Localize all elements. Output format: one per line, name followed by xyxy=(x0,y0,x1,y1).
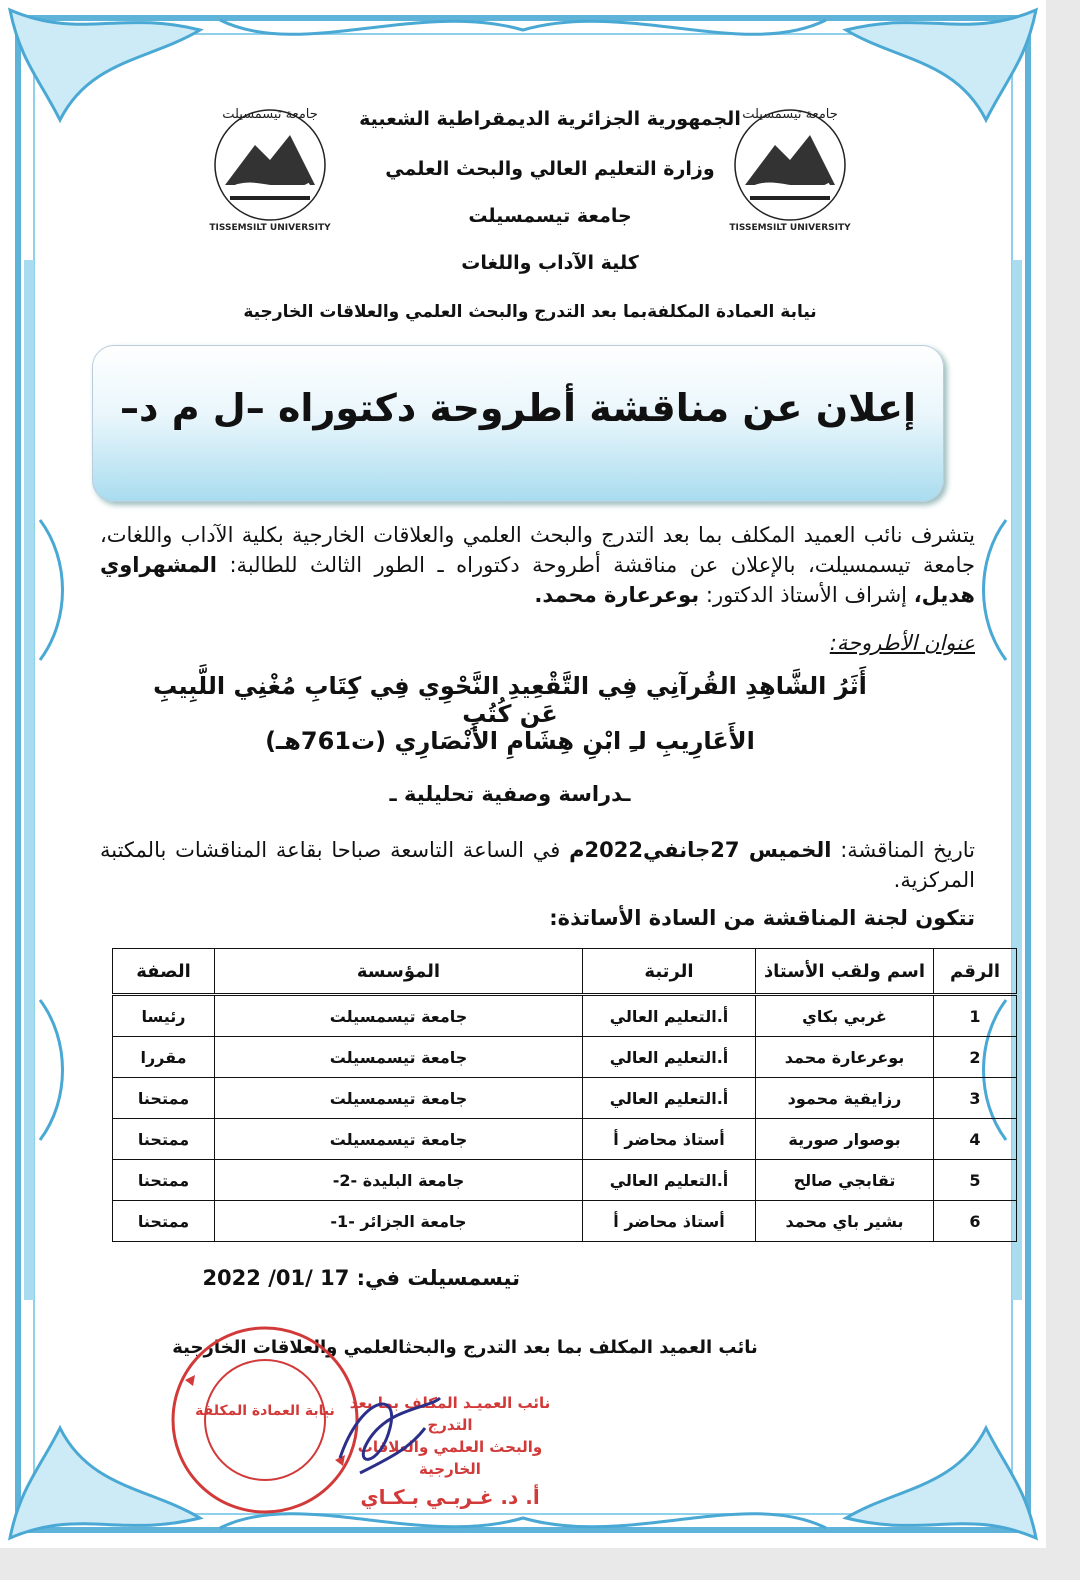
row-rank: أستاذ محاضر أ xyxy=(583,1201,756,1242)
row-institution: جامعة تيسمسيلت xyxy=(215,1037,583,1078)
header-university: جامعة تيسمسيلت xyxy=(468,205,632,227)
logo-arabic-text: جامعة تيسمسيلت xyxy=(222,107,318,122)
row-role: ممتحنا xyxy=(113,1201,215,1242)
row-name: تقابجي صالح xyxy=(756,1160,934,1201)
thesis-title-line-1: أَثَرُ الشَّاهِدِ القُرآنِي فِي التَّقْعِيدِ النَّحْوِي فِي كِتَابِ مُغْنِي اللَّبِيبِ عَن كُتُبِ xyxy=(153,672,867,728)
row-name: غربي بكاي xyxy=(756,995,934,1037)
table-row xyxy=(113,1119,1017,1160)
header-institution: المؤسسة xyxy=(215,949,583,995)
thesis-title-line-2: الأَعَارِيبِ لـِ ابْنِ هِشَامِ الأَنْصَارِي (ت761هـ) xyxy=(265,727,755,755)
defense-date-label: تاريخ المناقشة: xyxy=(840,838,975,862)
header-faculty: كلية الآداب واللغات xyxy=(461,252,639,274)
row-name: رزايقية محمود xyxy=(756,1078,934,1119)
row-role: ممتحنا xyxy=(113,1119,215,1160)
logo-latin-text: TISSEMSILT UNIVERSITY xyxy=(729,223,851,233)
defense-date: الخميس 27جانفي2022م xyxy=(569,838,832,862)
row-rank: أ.التعليم العالي xyxy=(583,1037,756,1078)
row-role: ممتحنا xyxy=(113,1160,215,1201)
logo-latin-text: TISSEMSILT UNIVERSITY xyxy=(209,223,331,233)
intro-text: يتشرف نائب العميد المكلف بما بعد التدرج والبحث العلمي والعلاقات الخارجية بكلية الآداب واللغات، جامعة تيسمسيلت، بالإعلان عن مناقشة أطروحة دكتوراه ـ الطور الثالث للطالبة: xyxy=(100,523,975,577)
table-row xyxy=(113,1037,1017,1078)
row-institution: جامعة تيسمسيلت xyxy=(215,1078,583,1119)
row-institution: جامعة الجزائر -1- xyxy=(215,1201,583,1242)
thesis-label: عنوان الأطروحة: xyxy=(829,631,975,655)
header-number: الرقم xyxy=(934,949,1017,995)
header-name: اسم ولقب الأستاذ xyxy=(756,949,934,995)
logo-arabic-text: جامعة تيسمسيلت xyxy=(742,107,838,122)
defense-details: في الساعة التاسعة صباحا بقاعة المناقشات بالمكتبة المركزية. xyxy=(100,838,975,892)
stamp-name: أ. د. غـربـي بـكـاي xyxy=(360,1485,540,1509)
page-title: إعلان عن مناقشة أطروحة دكتوراه –ل م د– xyxy=(119,386,917,430)
round-stamp-text: نيابة العمادة المكلفة xyxy=(195,1403,335,1419)
row-role: ممتحنا xyxy=(113,1078,215,1119)
jury-table xyxy=(112,948,1017,1242)
row-number: 4 xyxy=(934,1119,1017,1160)
row-institution: جامعة البليدة -2- xyxy=(215,1160,583,1201)
table-header-row xyxy=(113,949,1017,995)
row-institution: جامعة تيسمسيلت xyxy=(215,995,583,1037)
stamp-line-1: نائب العميـد المكلف بما بعد التدرج xyxy=(349,1394,551,1434)
thesis-label-row xyxy=(100,628,975,658)
row-institution: جامعة تيسمسيلت xyxy=(215,1119,583,1160)
supervisor-name: بوعرعارة محمد. xyxy=(534,583,700,607)
title-box xyxy=(92,345,944,502)
jury-intro: تتكون لجنة المناقشة من السادة الأساتذة: xyxy=(549,906,975,930)
row-name: بوصوار صورية xyxy=(756,1119,934,1160)
table-row xyxy=(113,1078,1017,1119)
row-role: رئيسا xyxy=(113,995,215,1037)
stamp-line-2: والبحث العلمي والعلاقات الخارجية xyxy=(357,1438,543,1478)
header-role: الصفة xyxy=(113,949,215,995)
row-name: بشير باي محمد xyxy=(756,1201,934,1242)
row-name: بوعرعارة محمد xyxy=(756,1037,934,1078)
header-deanery: نيابة العمادة المكلفةبما بعد التدرج والبحث العلمي والعلاقات الخارجية xyxy=(243,302,817,322)
row-rank: أ.التعليم العالي xyxy=(583,995,756,1037)
student-name: المشهراوي هديل، xyxy=(100,553,975,607)
row-number: 2 xyxy=(934,1037,1017,1078)
row-number: 1 xyxy=(934,995,1017,1037)
defense-paragraph xyxy=(100,835,975,895)
row-number: 5 xyxy=(934,1160,1017,1201)
row-rank: أ.التعليم العالي xyxy=(583,1160,756,1201)
intro-paragraph xyxy=(100,520,975,610)
row-rank: أستاذ محاضر أ xyxy=(583,1119,756,1160)
row-rank: أ.التعليم العالي xyxy=(583,1078,756,1119)
table-row xyxy=(113,995,1017,1037)
table-row xyxy=(113,1201,1017,1242)
place-date: تيسمسيلت في: 17 /01/ 2022 xyxy=(202,1266,520,1290)
signature xyxy=(330,1378,450,1488)
row-number: 6 xyxy=(934,1201,1017,1242)
header-republic: الجمهورية الجزائرية الديمقراطية الشعبية xyxy=(359,108,741,130)
row-role: مقررا xyxy=(113,1037,215,1078)
supervisor-label: إشراف الأستاذ الدكتور: xyxy=(705,583,907,607)
header-rank: الرتبة xyxy=(583,949,756,995)
signatory-title: نائب العميد المكلف بما بعد التدرج والبحثالعلمي والعلاقات الخارجية xyxy=(172,1337,758,1358)
thesis-title-line-3: ـدراسة وصفية تحليلية ـ xyxy=(389,782,631,806)
table-row xyxy=(113,1160,1017,1201)
header-ministry: وزارة التعليم العالي والبحث العلمي xyxy=(385,158,715,180)
row-number: 3 xyxy=(934,1078,1017,1119)
